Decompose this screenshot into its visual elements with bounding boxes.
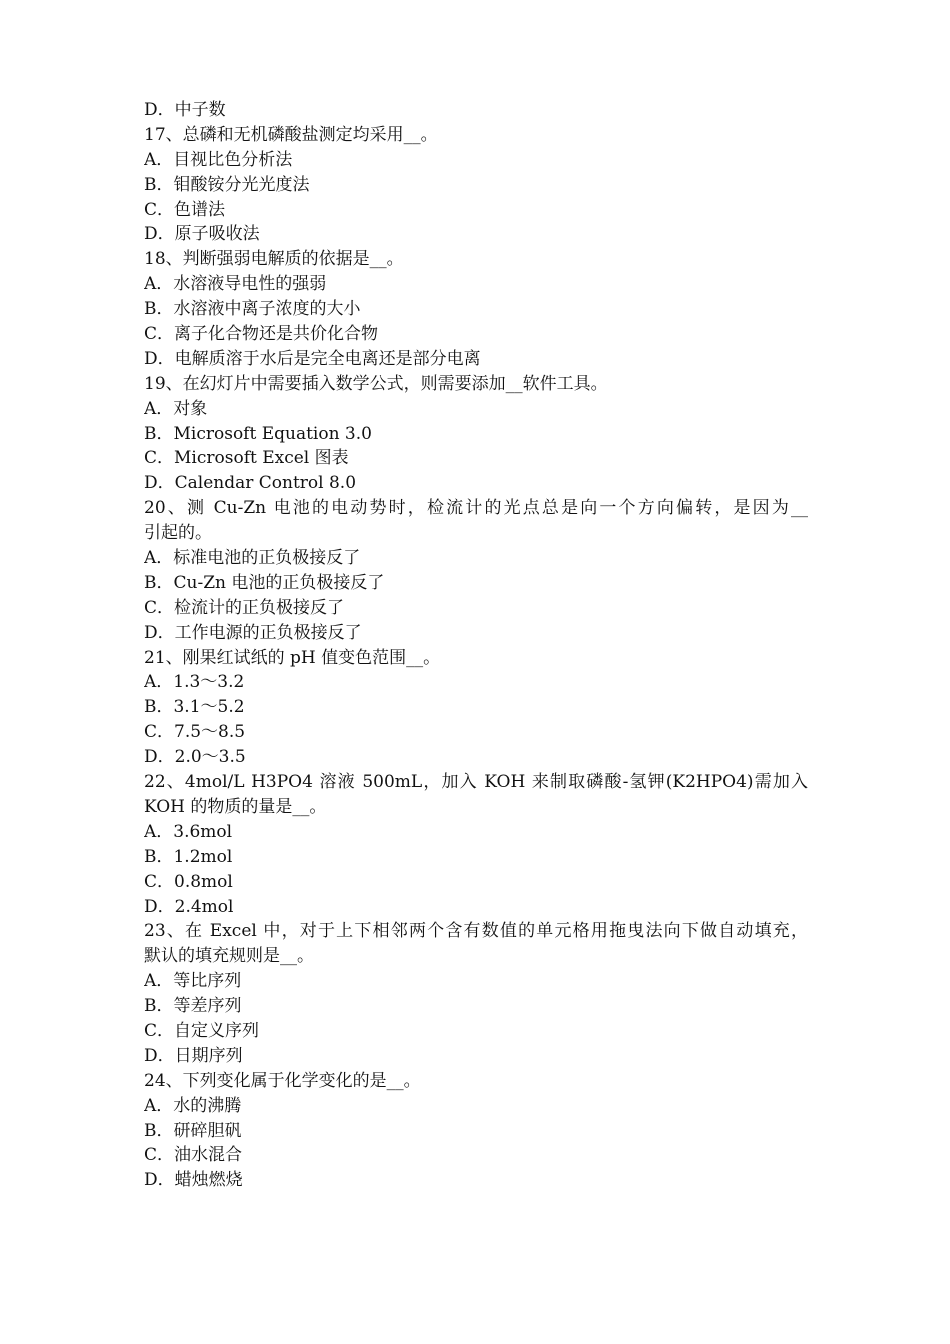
question-17: 17、总磷和无机磷酸盐测定均采用__。 [144,124,438,145]
question-18: 18、判断强弱电解质的依据是__。 [144,249,404,270]
option-d-q20: D．工作电源的正负极接反了 [144,622,362,643]
question-23-line-2: 默认的填充规则是__。 [144,946,314,967]
option-d-q19: D．Calendar Control 8.0 [144,473,357,494]
option-b-q21: B．3.1～5.2 [144,697,245,718]
option-c-q20: C．检流计的正负极接反了 [144,597,345,618]
option-d-q18: D．电解质溶于水后是完全电离还是部分电离 [144,348,481,369]
option-a-q19: A．对象 [144,398,208,419]
option-d-q22: D．2.4mol [144,896,234,917]
option-c-q19: C．Microsoft Excel 图表 [144,448,349,469]
document-body [144,98,808,1193]
option-d-q17: D．原子吸收法 [144,224,260,245]
option-a-q24: A．水的沸腾 [144,1095,242,1116]
question-20-line-1: 20、测 Cu-Zn 电池的电动势时，检流计的光点总是向一个方向偏转，是因为__ [144,498,808,519]
question-22-line-1: 22、4mol/L H3PO4 溶液 500mL，加入 KOH 来制取磷酸-氢钾(K2HPO4)需加入 [144,772,808,793]
option-d-q16: D．中子数 [144,100,226,120]
option-b-q19: B．Microsoft Equation 3.0 [144,423,372,444]
option-a-q20: A．标准电池的正负极接反了 [144,548,361,569]
option-b-q20: B．Cu-Zn 电池的正负极接反了 [144,572,385,593]
option-a-q18: A．水溶液导电性的强弱 [144,274,327,295]
option-c-q22: C．0.8mol [144,871,233,892]
option-a-q23: A．等比序列 [144,971,242,992]
option-b-q22: B．1.2mol [144,846,233,867]
option-d-q23: D．日期序列 [144,1045,243,1066]
option-b-q18: B．水溶液中离子浓度的大小 [144,299,361,320]
option-d-q21: D．2.0～3.5 [144,747,246,768]
option-d-q24: D．蜡烛燃烧 [144,1170,243,1191]
question-21: 21、刚果红试纸的 pH 值变色范围__。 [144,647,441,668]
question-20-line-2: 引起的。 [144,523,212,544]
option-a-q22: A．3.6mol [144,821,233,842]
option-a-q21: A．1.3～3.2 [144,672,245,693]
option-b-q17: B．钼酸铵分光光度法 [144,174,310,195]
question-22-line-2: KOH 的物质的量是__。 [144,796,327,817]
option-c-q24: C．油水混合 [144,1145,243,1166]
option-c-q21: C．7.5～8.5 [144,722,246,743]
question-23-line-1: 23、在 Excel 中，对于上下相邻两个含有数值的单元格用拖曳法向下做自动填充， [144,921,808,942]
question-24: 24、下列变化属于化学变化的是__。 [144,1070,421,1091]
option-b-q23: B．等差序列 [144,996,242,1017]
question-19: 19、在幻灯片中需要插入数学公式，则需要添加__软件工具。 [144,373,608,394]
option-a-q17: A．目视比色分析法 [144,149,293,170]
option-c-q17: C．色谱法 [144,199,226,220]
option-c-q18: C．离子化合物还是共价化合物 [144,324,379,345]
option-c-q23: C．自定义序列 [144,1020,260,1041]
option-b-q24: B．研碎胆矾 [144,1120,242,1141]
